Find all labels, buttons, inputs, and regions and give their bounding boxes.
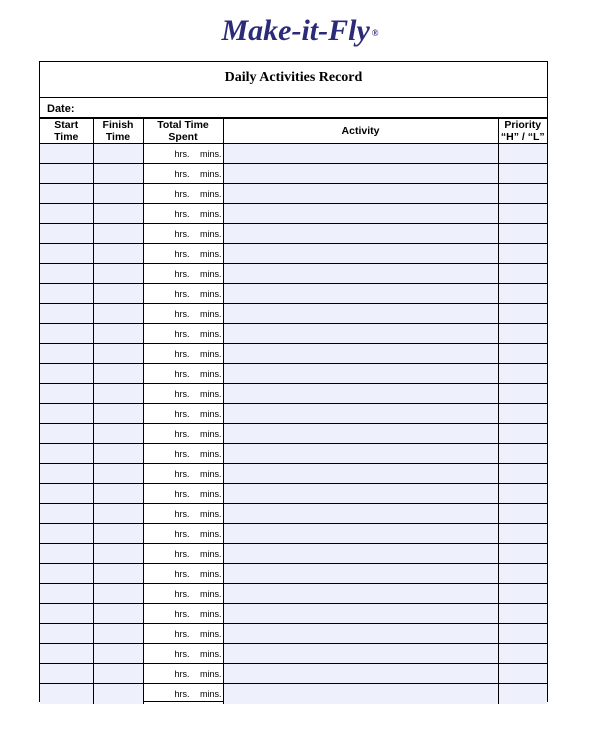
total-time-cell[interactable] <box>143 544 223 564</box>
activity-cell[interactable] <box>223 404 498 424</box>
table-row <box>40 304 547 324</box>
start-time-cell[interactable] <box>40 384 93 404</box>
priority-cell[interactable] <box>498 584 547 604</box>
hrs-label: hrs. <box>174 528 190 539</box>
start-time-cell[interactable] <box>40 304 93 324</box>
hrs-label: hrs. <box>174 328 190 339</box>
table-row <box>40 364 547 384</box>
start-time-cell[interactable] <box>40 224 93 244</box>
priority-cell[interactable] <box>498 304 547 324</box>
finish-time-cell[interactable] <box>93 164 143 184</box>
start-time-cell[interactable] <box>40 244 93 264</box>
table-row <box>40 384 547 404</box>
total-time-cell[interactable] <box>143 664 223 684</box>
mins-label: mins. <box>199 508 222 519</box>
priority-cell[interactable] <box>498 464 547 484</box>
hrs-label: hrs. <box>174 368 190 379</box>
hrs-label: hrs. <box>174 668 190 679</box>
activities-table <box>40 118 547 704</box>
finish-time-cell[interactable] <box>93 604 143 624</box>
priority-cell[interactable] <box>498 164 547 184</box>
table-row <box>40 444 547 464</box>
hrs-label: hrs. <box>174 388 190 399</box>
priority-cell[interactable] <box>498 244 547 264</box>
activity-cell[interactable] <box>223 384 498 404</box>
finish-time-cell[interactable] <box>93 364 143 384</box>
table-row <box>40 244 547 264</box>
total-time-cell[interactable] <box>143 484 223 504</box>
hrs-label: hrs. <box>174 288 190 299</box>
activity-cell[interactable] <box>223 444 498 464</box>
total-time-cell[interactable] <box>143 644 223 664</box>
total-time-cell[interactable] <box>143 244 223 264</box>
priority-cell[interactable] <box>498 324 547 344</box>
activity-cell[interactable] <box>223 364 498 384</box>
table-row <box>40 324 547 344</box>
start-time-cell[interactable] <box>40 684 93 704</box>
column-header-total-time <box>143 119 223 144</box>
hrs-label: hrs. <box>174 168 190 179</box>
total-time-cell[interactable] <box>143 424 223 444</box>
priority-cell[interactable] <box>498 204 547 224</box>
priority-cell[interactable] <box>498 364 547 384</box>
priority-cell[interactable] <box>498 624 547 644</box>
mins-label: mins. <box>199 408 222 419</box>
hrs-label: hrs. <box>174 228 190 239</box>
activity-cell[interactable] <box>223 284 498 304</box>
activity-cell[interactable] <box>223 544 498 564</box>
total-time-cell[interactable] <box>143 184 223 204</box>
priority-cell[interactable] <box>498 644 547 664</box>
start-time-cell[interactable] <box>40 344 93 364</box>
hrs-label: hrs. <box>174 488 190 499</box>
form-title-row <box>40 62 547 98</box>
start-time-cell[interactable] <box>40 164 93 184</box>
hrs-label: hrs. <box>174 548 190 559</box>
total-time-cell[interactable] <box>143 504 223 524</box>
mins-label: mins. <box>199 648 222 659</box>
priority-header-line-2: “H” / “L” <box>500 131 545 143</box>
total-time-cell[interactable] <box>143 264 223 284</box>
finish-time-cell[interactable] <box>93 464 143 484</box>
start-time-cell[interactable] <box>40 544 93 564</box>
table-row <box>40 544 547 564</box>
column-header-priority <box>498 119 547 144</box>
activity-cell[interactable] <box>223 164 498 184</box>
start-time-cell[interactable] <box>40 324 93 344</box>
finish-time-header-line-2: Time <box>105 131 131 143</box>
total-time-cell[interactable] <box>143 224 223 244</box>
activity-cell[interactable] <box>223 184 498 204</box>
mins-label: mins. <box>199 428 222 439</box>
activity-cell[interactable] <box>223 564 498 584</box>
table-row <box>40 664 547 684</box>
start-time-cell[interactable] <box>40 404 93 424</box>
mins-label: mins. <box>199 528 222 539</box>
total-time-cell[interactable] <box>143 384 223 404</box>
activities-form <box>39 61 548 702</box>
mins-label: mins. <box>199 228 222 239</box>
priority-cell[interactable] <box>498 684 547 704</box>
total-time-cell[interactable] <box>143 624 223 644</box>
start-time-cell[interactable] <box>40 264 93 284</box>
table-row <box>40 624 547 644</box>
mins-label: mins. <box>199 288 222 299</box>
activity-cell[interactable] <box>223 324 498 344</box>
mins-label: mins. <box>199 568 222 579</box>
hrs-label: hrs. <box>174 188 190 199</box>
hrs-label: hrs. <box>174 468 190 479</box>
activity-cell[interactable] <box>223 424 498 444</box>
table-row <box>40 564 547 584</box>
date-label: Date: <box>47 103 75 115</box>
total-time-cell[interactable] <box>143 584 223 604</box>
priority-cell[interactable] <box>498 444 547 464</box>
activity-cell[interactable] <box>223 484 498 504</box>
finish-time-cell[interactable] <box>93 384 143 404</box>
hrs-label: hrs. <box>174 308 190 319</box>
mins-label: mins. <box>199 608 222 619</box>
table-row <box>40 644 547 664</box>
finish-time-cell[interactable] <box>93 304 143 324</box>
hrs-label: hrs. <box>174 448 190 459</box>
start-time-cell[interactable] <box>40 604 93 624</box>
table-row <box>40 164 547 184</box>
priority-cell[interactable] <box>498 404 547 424</box>
start-time-cell[interactable] <box>40 144 93 164</box>
hrs-label: hrs. <box>174 628 190 639</box>
finish-time-cell[interactable] <box>93 544 143 564</box>
form-title: Daily Activities Record <box>224 70 363 85</box>
logo-area <box>0 14 600 48</box>
start-time-cell[interactable] <box>40 364 93 384</box>
finish-time-cell[interactable] <box>93 424 143 444</box>
priority-cell[interactable] <box>498 224 547 244</box>
priority-cell[interactable] <box>498 284 547 304</box>
start-time-cell[interactable] <box>40 484 93 504</box>
start-time-cell[interactable] <box>40 504 93 524</box>
activity-cell[interactable] <box>223 524 498 544</box>
table-row <box>40 344 547 364</box>
mins-label: mins. <box>199 328 222 339</box>
priority-cell[interactable] <box>498 544 547 564</box>
hrs-label: hrs. <box>174 248 190 259</box>
finish-time-cell[interactable] <box>93 284 143 304</box>
start-time-cell[interactable] <box>40 624 93 644</box>
table-row <box>40 504 547 524</box>
activity-cell[interactable] <box>223 144 498 164</box>
finish-time-cell[interactable] <box>93 404 143 424</box>
table-row <box>40 584 547 604</box>
finish-time-cell[interactable] <box>93 644 143 664</box>
priority-cell[interactable] <box>498 664 547 684</box>
total-time-cell[interactable] <box>143 204 223 224</box>
mins-label: mins. <box>199 248 222 259</box>
table-row <box>40 264 547 284</box>
finish-time-cell[interactable] <box>93 144 143 164</box>
registered-mark: ® <box>371 28 379 39</box>
table-row <box>40 224 547 244</box>
start-time-cell[interactable] <box>40 284 93 304</box>
table-row <box>40 284 547 304</box>
start-time-cell[interactable] <box>40 564 93 584</box>
mins-label: mins. <box>199 208 222 219</box>
brand-logo-text: Make-it-Fly <box>221 14 370 47</box>
total-time-cell[interactable] <box>143 304 223 324</box>
hrs-label: hrs. <box>174 348 190 359</box>
column-header-activity <box>223 119 498 144</box>
start-time-cell[interactable] <box>40 204 93 224</box>
activity-header: Activity <box>341 125 380 137</box>
finish-time-cell[interactable] <box>93 324 143 344</box>
total-time-cell[interactable] <box>143 164 223 184</box>
activity-cell[interactable] <box>223 204 498 224</box>
mins-label: mins. <box>199 188 222 199</box>
finish-time-cell[interactable] <box>93 224 143 244</box>
priority-cell[interactable] <box>498 604 547 624</box>
finish-time-cell[interactable] <box>93 444 143 464</box>
priority-cell[interactable] <box>498 264 547 284</box>
mins-label: mins. <box>199 628 222 639</box>
total-time-cell[interactable] <box>143 284 223 304</box>
hrs-label: hrs. <box>174 268 190 279</box>
finish-time-cell[interactable] <box>93 504 143 524</box>
brand-logo <box>221 14 378 48</box>
total-time-cell[interactable] <box>143 344 223 364</box>
activity-cell[interactable] <box>223 344 498 364</box>
mins-label: mins. <box>199 548 222 559</box>
table-row <box>40 524 547 544</box>
priority-cell[interactable] <box>498 504 547 524</box>
total-time-cell[interactable] <box>143 324 223 344</box>
activity-cell[interactable] <box>223 624 498 644</box>
activity-cell[interactable] <box>223 644 498 664</box>
finish-time-cell[interactable] <box>93 564 143 584</box>
priority-cell[interactable] <box>498 484 547 504</box>
table-row <box>40 604 547 624</box>
hrs-label: hrs. <box>174 588 190 599</box>
activity-cell[interactable] <box>223 584 498 604</box>
start-time-cell[interactable] <box>40 184 93 204</box>
hrs-label: hrs. <box>174 508 190 519</box>
priority-cell[interactable] <box>498 564 547 584</box>
activity-cell[interactable] <box>223 244 498 264</box>
table-row <box>40 404 547 424</box>
table-row <box>40 424 547 444</box>
mins-label: mins. <box>199 308 222 319</box>
finish-time-cell[interactable] <box>93 484 143 504</box>
total-time-cell[interactable] <box>143 564 223 584</box>
mins-label: mins. <box>199 148 222 159</box>
table-row <box>40 184 547 204</box>
hrs-label: hrs. <box>174 568 190 579</box>
total-time-cell[interactable] <box>143 444 223 464</box>
finish-time-cell[interactable] <box>93 344 143 364</box>
table-row <box>40 204 547 224</box>
total-time-cell[interactable] <box>143 404 223 424</box>
mins-label: mins. <box>199 168 222 179</box>
start-time-cell[interactable] <box>40 524 93 544</box>
total-time-cell[interactable] <box>143 604 223 624</box>
finish-time-cell[interactable] <box>93 264 143 284</box>
start-time-header-line-2: Time <box>54 131 79 143</box>
mins-label: mins. <box>199 448 222 459</box>
table-row <box>40 484 547 504</box>
table-row <box>40 684 547 704</box>
total-time-cell[interactable] <box>143 464 223 484</box>
priority-cell[interactable] <box>498 524 547 544</box>
mins-label: mins. <box>199 368 222 379</box>
activity-cell[interactable] <box>223 304 498 324</box>
hrs-label: hrs. <box>174 208 190 219</box>
hrs-label: hrs. <box>174 688 190 699</box>
mins-label: mins. <box>199 488 222 499</box>
start-time-cell[interactable] <box>40 664 93 684</box>
table-row <box>40 144 547 164</box>
date-row <box>40 98 547 118</box>
finish-time-cell[interactable] <box>93 684 143 704</box>
mins-label: mins. <box>199 268 222 279</box>
start-time-cell[interactable] <box>40 644 93 664</box>
activity-cell[interactable] <box>223 504 498 524</box>
mins-label: mins. <box>199 388 222 399</box>
mins-label: mins. <box>199 348 222 359</box>
hrs-label: hrs. <box>174 608 190 619</box>
column-header-start-time <box>40 119 93 144</box>
priority-cell[interactable] <box>498 144 547 164</box>
mins-label: mins. <box>199 468 222 479</box>
total-time-cell[interactable] <box>143 144 223 164</box>
finish-time-cell[interactable] <box>93 204 143 224</box>
mins-label: mins. <box>199 688 222 699</box>
mins-label: mins. <box>199 588 222 599</box>
start-time-cell[interactable] <box>40 424 93 444</box>
activity-cell[interactable] <box>223 684 498 704</box>
finish-time-cell[interactable] <box>93 584 143 604</box>
finish-time-cell[interactable] <box>93 184 143 204</box>
total-time-cell[interactable] <box>143 524 223 544</box>
finish-time-cell[interactable] <box>93 664 143 684</box>
table-body <box>40 144 547 704</box>
finish-time-cell[interactable] <box>93 244 143 264</box>
finish-time-header-line-1: Finish <box>102 119 134 131</box>
total-time-header-line-1: Total Time <box>157 119 209 131</box>
total-time-cell[interactable] <box>143 364 223 384</box>
activity-cell[interactable] <box>223 224 498 244</box>
priority-header-line-1: Priority <box>504 119 542 131</box>
priority-cell[interactable] <box>498 424 547 444</box>
total-time-cell[interactable] <box>143 684 223 704</box>
hrs-label: hrs. <box>174 408 190 419</box>
start-time-cell[interactable] <box>40 444 93 464</box>
activity-cell[interactable] <box>223 604 498 624</box>
activity-cell[interactable] <box>223 664 498 684</box>
start-time-cell[interactable] <box>40 584 93 604</box>
finish-time-cell[interactable] <box>93 524 143 544</box>
hrs-label: hrs. <box>174 428 190 439</box>
priority-cell[interactable] <box>498 184 547 204</box>
hrs-label: hrs. <box>174 648 190 659</box>
total-time-header-line-2: Spent <box>168 131 198 143</box>
start-time-cell[interactable] <box>40 464 93 484</box>
hrs-label: hrs. <box>174 148 190 159</box>
priority-cell[interactable] <box>498 384 547 404</box>
column-header-finish-time <box>93 119 143 144</box>
start-time-header-line-1: Start <box>54 119 79 131</box>
priority-cell[interactable] <box>498 344 547 364</box>
activity-cell[interactable] <box>223 264 498 284</box>
table-row <box>40 464 547 484</box>
finish-time-cell[interactable] <box>93 624 143 644</box>
table-header-row <box>40 119 547 144</box>
activity-cell[interactable] <box>223 464 498 484</box>
mins-label: mins. <box>199 668 222 679</box>
